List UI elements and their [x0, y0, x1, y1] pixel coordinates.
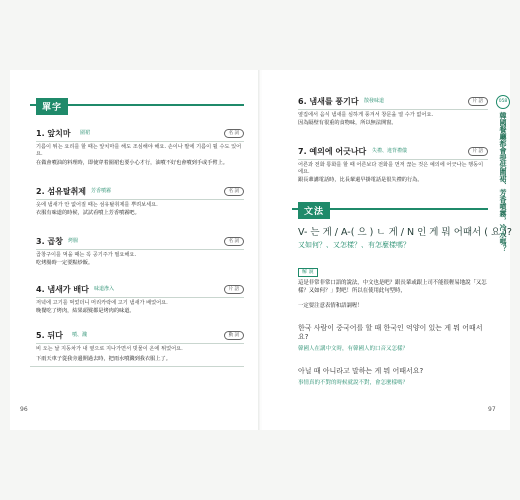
- page-number: 96: [20, 406, 28, 413]
- example-korean: 옆집에서 음식 냄새를 심하게 풍겨서 창문을 열 수가 없어요.: [298, 112, 434, 118]
- grammar-example-korean: 아닐 때 아니라고 말하는 게 뭐 어때서요?: [298, 367, 424, 375]
- entry-meaning: 散發味道: [364, 98, 385, 104]
- entry-meaning: 芳香噴霧: [91, 188, 112, 194]
- explanation-label: 解 說: [298, 268, 318, 277]
- left-page: [10, 70, 260, 430]
- example-korean: 비 오는 날 지동차가 내 옆으로 지나가면서 빗물이 온에 튀었어요.: [36, 346, 183, 352]
- grammar-pattern: V- 는 게 / A-( 으 ) ㄴ 게 / N 인 게 뭐 어때서 ( 요 )?: [298, 227, 512, 238]
- section-tag-grammar: 文法: [298, 202, 330, 219]
- entry-header: [36, 128, 244, 142]
- entry-header: [36, 330, 244, 344]
- entry-meaning: 味道滲入: [94, 286, 115, 292]
- chapter-number-badge: 058: [496, 95, 510, 109]
- explanation-text: 一定要注意表情和語調喔！: [298, 303, 363, 309]
- page-number: 97: [488, 406, 496, 413]
- example-chinese: 吃烤腸時一定要點炒飯。: [36, 260, 94, 266]
- part-of-speech-badge: 名 詞: [224, 237, 244, 246]
- entry-title: 1. 앞치마: [36, 129, 71, 138]
- entry-title: 3. 곱창: [36, 237, 63, 246]
- example-chinese: 在做會噴油的料理時，即使穿着圍裙也要小心才行，油噴不好也會噴到手或手臂上。: [36, 160, 228, 166]
- entry-title: 7. 예의에 어긋나다: [298, 147, 367, 156]
- section-tag-vocab: 單字: [36, 98, 68, 115]
- vocab-entry: [36, 186, 244, 216]
- entry-meaning: 圍裙: [80, 130, 91, 136]
- part-of-speech-badge: 片 語: [468, 147, 488, 156]
- example-chinese: 跟長輩講電話時，比長輩還早掛電話是很失禮的行為。: [298, 177, 423, 183]
- example-chinese: 因為隔壁有很重的食物味，所以無法開窗。: [298, 120, 397, 126]
- entry-header: [36, 236, 244, 250]
- example-chinese: 衣服有味道的時候，試試看噴上芳香噴霧吧。: [36, 210, 140, 216]
- vocab-entry: [36, 128, 244, 166]
- entry-title: 2. 섬유탈취제: [36, 187, 87, 196]
- vocab-entry: [36, 284, 244, 314]
- chapter-side-tab: 韓國餐廳都會提供圍裙、芳香噴霧，冷水嗎？: [499, 112, 507, 252]
- example-korean: 어른과 전화 통화를 할 때 어른보다 전화를 먼저 끊는 것은 예의에 어긋나는 행동이에요.: [298, 162, 484, 175]
- vocab-entry: [36, 236, 244, 266]
- entry-title: 5. 뒤다: [36, 331, 63, 340]
- entry-header: [298, 96, 488, 110]
- vocab-entry: [36, 330, 244, 362]
- part-of-speech-badge: 片 語: [468, 97, 488, 106]
- example-chinese: 晚餐吃了烤肉，結果頭髮都是烤肉的味道。: [36, 308, 135, 314]
- part-of-speech-badge: 名 詞: [224, 129, 244, 138]
- part-of-speech-badge: 動 詞: [224, 331, 244, 340]
- entry-meaning: 烤腸: [68, 238, 79, 244]
- entry-meaning: 噴、濺: [72, 332, 88, 338]
- entry-title: 6. 냄새를 풍기다: [298, 97, 359, 106]
- entry-header: [36, 284, 244, 298]
- example-korean: 곱창구이를 먹을 때는 꼭 공기주가 필요해요.: [36, 252, 137, 258]
- example-korean: 옷에 냄새가 안 없어질 때는 섬유탈취제를 뿌려보세요.: [36, 202, 158, 208]
- explanation-text: 這是非常非常口語的說法，中文也是吧？跟長輩或跟上司不能很輕易地說「又怎樣？又如何？」對吧！所以在使用此句型時，: [298, 280, 487, 294]
- example-korean: 저녁에 고기를 먹었더니 머리카락에 고기 냄새가 배었어요.: [36, 300, 168, 306]
- divider: [30, 366, 244, 367]
- entry-header: [298, 146, 488, 160]
- example-korean: 기름이 튀는 요리를 할 때는 앞치마를 해도 조심해야 해요. 손이나 팔에 기름이 튈 수도 있어요.: [36, 144, 242, 157]
- vocab-entry: [298, 146, 488, 183]
- entry-header: [36, 186, 244, 200]
- part-of-speech-badge: 片 語: [224, 285, 244, 294]
- grammar-example-chinese: 事情真的不對的時候就說不對，會怎麼樣嗎？: [298, 380, 409, 386]
- grammar-example-chinese: 韓國人在講中文時，有韓國人的口音又怎樣？: [298, 346, 409, 352]
- entry-meaning: 失禮、違背禮儀: [372, 148, 408, 154]
- grammar-example-korean: 한국 사람이 중국어를 할 때 한국인 억양이 있는 게 뭐 어때서요?: [298, 324, 483, 341]
- entry-title: 4. 냄새가 배다: [36, 285, 89, 294]
- grammar-meaning: 又如何？、又怎樣？、有怎麼樣嗎？: [298, 241, 410, 249]
- part-of-speech-badge: 名 詞: [224, 187, 244, 196]
- example-chinese: 下雨天車子從我旁邊開過去時，把雨水噴濺到我衣服上了。: [36, 356, 171, 362]
- vocab-entry: [298, 96, 488, 126]
